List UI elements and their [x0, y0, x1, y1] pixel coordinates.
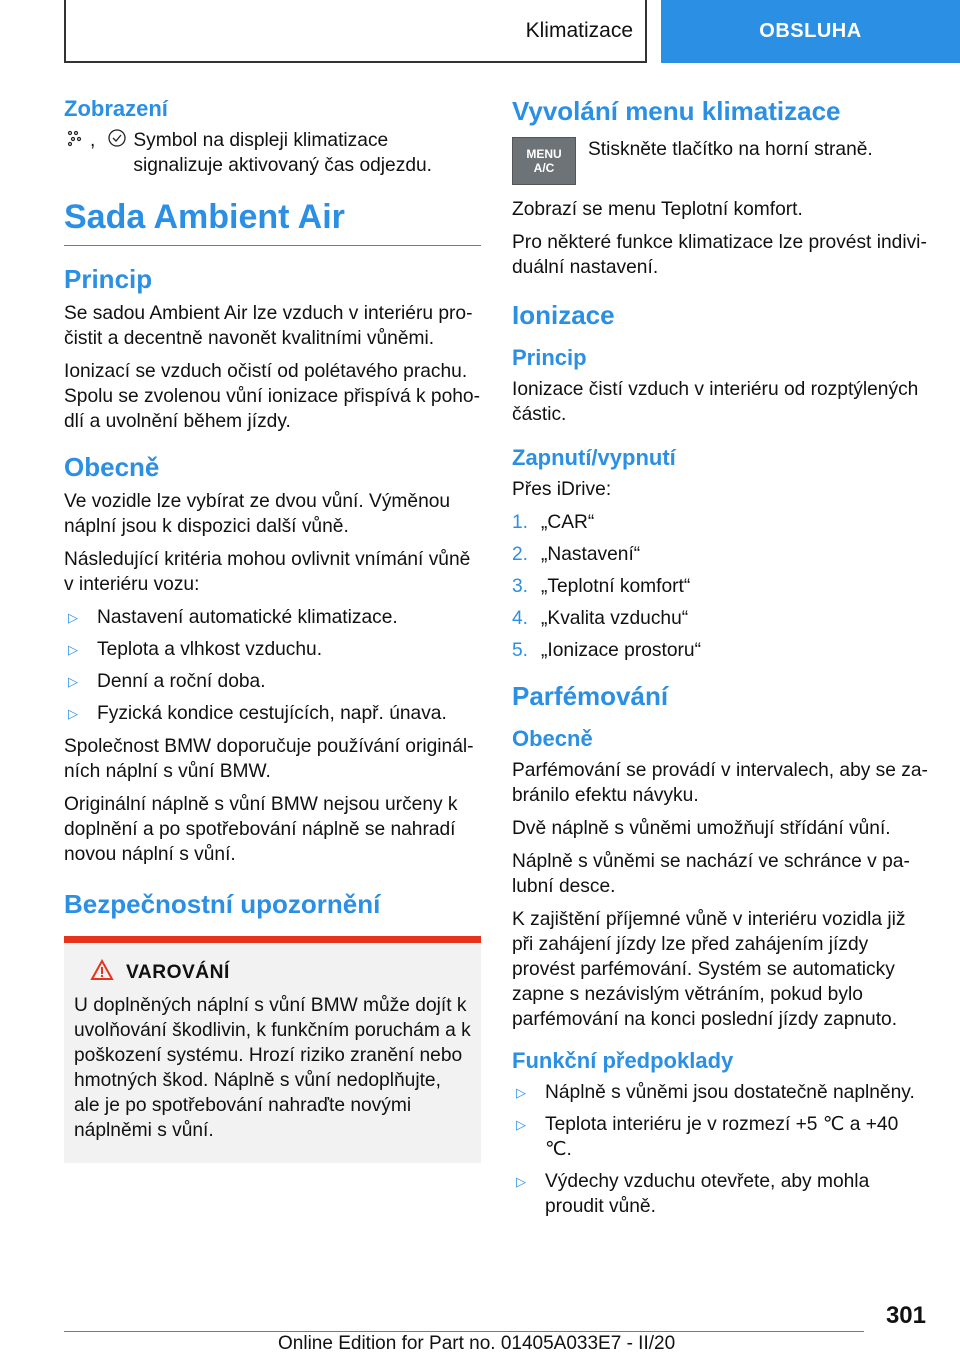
warning-triangle-icon — [90, 959, 114, 987]
general-paragraph-2: Následující kritéria mohou ovlivnit vnímání vůně v interiéru vozu: — [64, 549, 471, 595]
list-item: ▷ Teplota interiéru je v rozmezí +5 ℃ a +40 ℃. — [512, 1112, 928, 1162]
header-section-tab — [661, 0, 960, 63]
list-item: ▷ Denní a roční doba. — [64, 669, 481, 694]
bullet-triangle-icon: ▷ — [516, 1085, 526, 1100]
principle-heading: Princip — [64, 264, 153, 294]
perfume-general-heading: Obecně — [512, 726, 593, 751]
general-heading: Obecně — [64, 452, 160, 482]
list-item: ▷ Teplota a vlhkost vzduchu. — [64, 637, 481, 662]
list-item: ▷ Nastavení automatické klimatizace. — [64, 605, 481, 630]
comma: , — [90, 130, 96, 151]
header-chapter-tab — [64, 0, 647, 63]
list-item: 5. „Ionizace prostoru“ — [512, 640, 701, 661]
footer-edition: Online Edition for Part no. 01405A033E7 - II/20 — [278, 1333, 676, 1354]
left-column — [64, 96, 481, 1163]
onoff-heading: Zapnutí/vypnutí — [512, 445, 676, 470]
page-number: 301 — [885, 1302, 926, 1329]
display-text: Symbol na displeji klimatizace signalizuje aktivovaný čas odjezdu. — [133, 130, 432, 176]
requirements-heading: Funkční předpoklady — [512, 1048, 734, 1073]
onoff-intro: Přes iDrive: — [512, 479, 612, 500]
bullet-triangle-icon: ▷ — [68, 642, 78, 657]
safety-heading: Bezpečnostní upozornění — [64, 889, 381, 919]
footer-divider — [64, 1331, 864, 1332]
warning-box — [64, 936, 481, 1163]
menu-ac-button[interactable]: MENU A/C — [512, 137, 576, 185]
bullet-triangle-icon: ▷ — [68, 674, 78, 689]
warning-title: VAROVÁNÍ — [90, 959, 471, 987]
principle-paragraph-1: Se sadou Ambient Air lze vzduch v interiéru pročistit a decentně navonět kvalitními vůněmi. — [64, 303, 473, 349]
list-item: 2. „Nastavení“ — [512, 544, 641, 565]
list-item: 4. „Kvalita vzduchu“ — [512, 608, 689, 629]
ion-principle-heading: Princip — [512, 345, 587, 370]
menu-paragraph-1: Zobrazí se menu Teplotní komfort. — [512, 199, 803, 220]
ion-principle-text: Ionizace čistí vzduch v interiéru od rozptýlených částic. — [512, 379, 919, 425]
right-column — [512, 96, 928, 1227]
principle-paragraph-2: Ionizací se vzduch očistí od polétavého prachu. Spolu se zvolenou vůní ionizace přispívá k pohodlí a uvolnění během jízdy. — [64, 361, 480, 432]
general-paragraph-4: Originální náplně s vůní BMW nejsou určeny k doplnění a po spotřebování náplně se nahradí novou náplní s vůní. — [64, 794, 458, 865]
menu-heading: Vyvolání menu klimatizace — [512, 96, 841, 126]
perfume-paragraph-4: K zajištění příjemné vůně v interiéru vozidla již při zahájení jízdy lze před zahájením jízdy provést parfémování. Systém se automaticky zapne s nezávislým větráním, pokud bylo parfémování na konci poslední jízdy zapnuto. — [512, 909, 906, 1030]
warning-text: U doplněných náplní s vůní BMW může dojít k uvolňování škodlivin, k funkčním poruchám a k poškození systému. Hrozí riziko zranění nebo hmotných škod. Náplně s vůní nedoplňujte, ale je po spotřebování nahraďte novými náplněmi s vůní. — [74, 995, 471, 1141]
ambient-air-heading: Sada Ambient Air — [64, 198, 481, 246]
bullet-triangle-icon: ▷ — [68, 706, 78, 721]
perfume-paragraph-3: Náplně s vůněmi se nachází ve schránce v palubní desce. — [512, 851, 910, 897]
clock-check-icon — [107, 128, 127, 155]
bullet-triangle-icon: ▷ — [516, 1174, 526, 1189]
list-item: 3. „Teplotní komfort“ — [512, 576, 691, 597]
list-item: 1. „CAR“ — [512, 512, 595, 533]
bullet-triangle-icon: ▷ — [68, 610, 78, 625]
menu-step-row — [512, 137, 928, 185]
perfume-heading: Parfémování — [512, 681, 669, 711]
menu-step-text: Stiskněte tlačítko na horní straně. — [588, 139, 873, 160]
onoff-steps — [512, 510, 928, 663]
perfume-paragraph-1: Parfémování se provádí v intervalech, aby se zabránilo efektu návyku. — [512, 760, 928, 806]
criteria-list — [64, 605, 481, 726]
requirements-list — [512, 1080, 928, 1219]
general-paragraph-1: Ve vozidle lze vybírat ze dvou vůní. Výměnou náplní jsou k dispozici další vůně. — [64, 491, 451, 537]
display-paragraph — [64, 128, 481, 178]
general-paragraph-3: Společnost BMW doporučuje používání originálních náplní s vůní BMW. — [64, 736, 474, 782]
ionization-heading: Ionizace — [512, 300, 615, 330]
chapter-title: Klimatizace — [525, 18, 633, 42]
perfume-paragraph-2: Dvě náplně s vůněmi umožňují střídání vůní. — [512, 818, 891, 839]
display-heading: Zobrazení — [64, 96, 168, 121]
bullet-triangle-icon: ▷ — [516, 1117, 526, 1132]
list-item: ▷ Fyzická kondice cestujících, např. únava. — [64, 701, 481, 726]
menu-paragraph-2: Pro některé funkce klimatizace lze provést individuální nastavení. — [512, 232, 927, 278]
section-title: OBSLUHA — [759, 20, 862, 42]
ambient-air-icon — [64, 128, 84, 155]
list-item: ▷ Náplně s vůněmi jsou dostatečně naplněny. — [512, 1080, 928, 1105]
list-item: ▷ Výdechy vzduchu otevřete, aby mohla proudit vůně. — [512, 1169, 928, 1219]
